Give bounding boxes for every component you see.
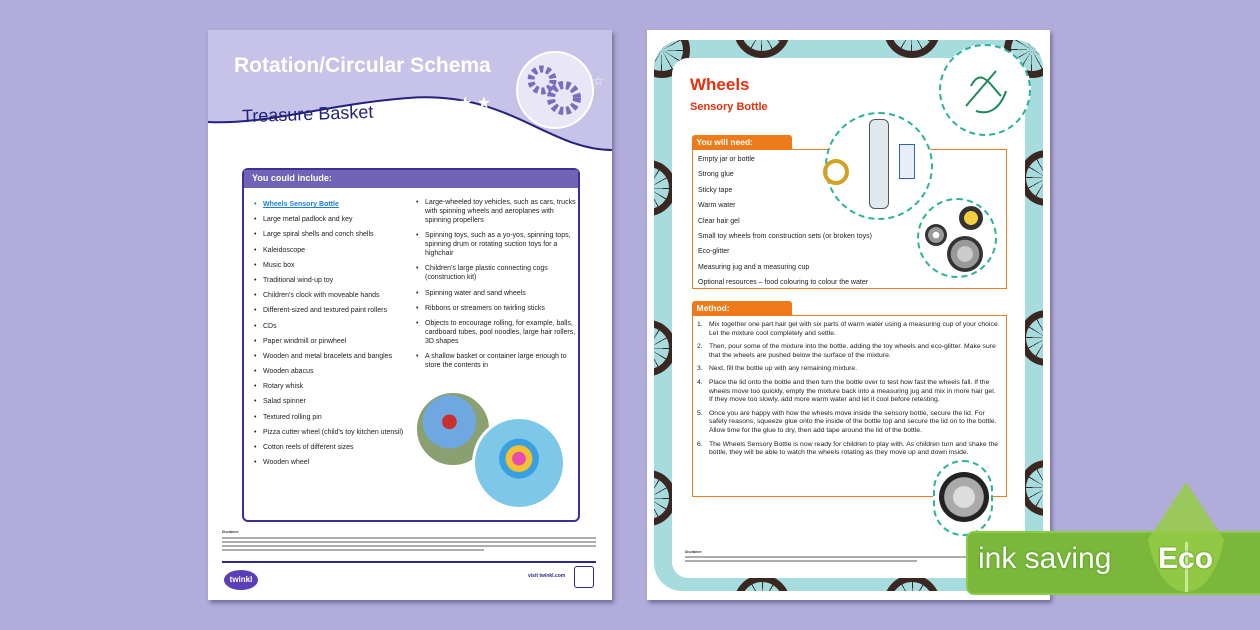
include-box bbox=[242, 168, 580, 522]
list-item: • Kaleidoscope bbox=[254, 246, 414, 255]
list-item: • Ribbons or streamers on twirling sticks bbox=[416, 304, 576, 313]
method-step bbox=[695, 410, 1000, 436]
materials-image bbox=[825, 112, 933, 220]
material-item: Clear hair gel bbox=[698, 217, 740, 225]
list-item: • Cotton reels of different sizes bbox=[254, 443, 414, 452]
list-item: • Children's large plastic connecting cogs (construction kit) bbox=[416, 264, 576, 282]
disclaimer bbox=[685, 550, 975, 564]
list-item: • Rotary whisk bbox=[254, 382, 414, 391]
svg-text:☆ ★: ☆ ★ bbox=[418, 117, 443, 131]
step-number: 6. bbox=[697, 440, 703, 448]
visit-link[interactable]: visit twinkl.com bbox=[528, 573, 566, 579]
list-item: • CDs bbox=[254, 322, 414, 331]
method-step bbox=[695, 343, 1000, 360]
page-subtitle: Sensory Bottle bbox=[690, 101, 768, 113]
step-text: Place the lid onto the bottle and then turn the bottle over to test how fast the wheels fall. If the wheels move too quickly, empty the mixture back into a measuring jug and mix in more hair gel. If they move too slowly, add more warm water and let it cool before retesting. bbox=[709, 378, 996, 404]
page-title: Rotation/Circular Schema bbox=[234, 54, 491, 77]
list-item: • Spinning toys, such as a yo-yos, spinning tops, spinning drum or rotating suction toys for a highchair bbox=[416, 231, 576, 258]
eco-label: Eco bbox=[1158, 542, 1214, 575]
list-item: • Wooden and metal bracelets and bangles bbox=[254, 352, 414, 361]
disclaimer-label: Disclaimer: bbox=[685, 550, 703, 554]
list-item: • Spinning water and sand wheels bbox=[416, 289, 576, 298]
material-item: Small toy wheels from construction sets (or broken toys) bbox=[698, 232, 872, 240]
step-number: 5. bbox=[697, 409, 703, 417]
list-item: • Textured rolling pin bbox=[254, 413, 414, 422]
include-list-col1 bbox=[254, 200, 414, 473]
list-item[interactable]: • Wheels Sensory Bottle bbox=[254, 200, 414, 209]
material-item: Measuring jug and a measuring cup bbox=[698, 263, 810, 271]
include-box-title: You could include: bbox=[244, 170, 578, 188]
pinwheel-image bbox=[472, 416, 566, 510]
wheels-sensory-bottle-page bbox=[647, 30, 1050, 600]
disclaimer bbox=[222, 530, 596, 553]
step-number: 3. bbox=[697, 365, 703, 373]
method-steps bbox=[695, 321, 1000, 463]
step-number: 2. bbox=[697, 343, 703, 351]
toy-wheels-image bbox=[917, 198, 997, 278]
list-item: • Large spiral shells and conch shells bbox=[254, 230, 414, 239]
svg-text:☆: ☆ bbox=[593, 74, 604, 88]
list-item: • Salad spinner bbox=[254, 397, 414, 406]
method-step bbox=[695, 321, 1000, 338]
step-text: The Wheels Sensory Bottle is now ready for children to play with. As children turn and shake the bottle, they will be able to watch the wheels rotating as they move up and down inside. bbox=[709, 440, 999, 457]
disclaimer-label: Disclaimer: bbox=[222, 530, 240, 534]
recycle-hand-icon bbox=[939, 44, 1031, 136]
material-item: Eco-glitter bbox=[698, 248, 730, 256]
quality-badge-icon bbox=[574, 566, 594, 588]
list-item: • Children's clock with moveable hands bbox=[254, 291, 414, 300]
list-item: • Large-wheeled toy vehicles, such as cars, trucks with spinning wheels and aeroplanes with spinning propellers bbox=[416, 198, 576, 225]
tyre-image bbox=[933, 460, 993, 536]
material-item: Sticky tape bbox=[698, 186, 733, 194]
method-step bbox=[695, 441, 1000, 458]
treasure-basket-page bbox=[208, 30, 612, 600]
step-number: 1. bbox=[697, 321, 703, 328]
list-item: • Large metal padlock and key bbox=[254, 215, 414, 224]
list-item: • Wooden wheel bbox=[254, 458, 414, 467]
list-item: • Paper windmill or pinwheel bbox=[254, 337, 414, 346]
step-text: Mix together one part hair gel with six parts of warm water using a measuring cup of your choice. Let the mixture cool completely and settle. bbox=[709, 321, 1000, 337]
svg-text:★ ★: ★ ★ bbox=[458, 95, 492, 112]
method-step bbox=[695, 379, 1000, 405]
step-text: Next, fill the bottle up with any remaining mixture. bbox=[709, 365, 858, 373]
footer bbox=[222, 561, 596, 584]
method-step bbox=[695, 365, 1000, 374]
material-item: Strong glue bbox=[698, 171, 734, 179]
page-subtitle: Treasure Basket bbox=[241, 101, 374, 127]
method-title: Method: bbox=[692, 301, 792, 316]
step-number: 4. bbox=[697, 378, 703, 386]
step-text: Once you are happy with how the wheels move inside the sensory bottle, secure the lid. For safety reasons, squeeze glue onto the inside of the bottle top and secure the lid on to the bottle. Allow time for the glue to dry, then add tape around the lid of the bottle. bbox=[709, 409, 997, 434]
ink-saving-label: ink saving bbox=[978, 542, 1112, 575]
list-item: • Different-sized and textured paint rollers bbox=[254, 306, 414, 315]
material-item: Empty jar or bottle bbox=[698, 156, 755, 163]
list-item: • Music box bbox=[254, 261, 414, 270]
list-item: • A shallow basket or container large enough to store the contents in bbox=[416, 352, 576, 370]
header-banner bbox=[208, 30, 612, 170]
page-title: Wheels bbox=[690, 75, 750, 94]
you-will-need-title: You will need: bbox=[692, 135, 792, 150]
include-list-col2 bbox=[416, 198, 576, 376]
list-item: • Pizza cutter wheel (child's toy kitchen utensil) bbox=[254, 428, 414, 437]
list-item: • Wooden abacus bbox=[254, 367, 414, 376]
list-item: • Objects to encourage rolling, for example, balls, cardboard tubes, pool noodles, large hair rollers, 3D shapes bbox=[416, 319, 576, 346]
material-item: Warm water bbox=[698, 202, 736, 210]
list-item: • Traditional wind-up toy bbox=[254, 276, 414, 285]
step-text: Then, pour some of the mixture into the bottle, adding the toy wheels and eco-glitter. Make sure that the wheels are pushed below the surface of the mixture. bbox=[709, 343, 996, 359]
twinkl-logo: twinkl bbox=[224, 570, 258, 590]
material-item: Optional resources – food colouring to colour the water bbox=[698, 279, 869, 287]
